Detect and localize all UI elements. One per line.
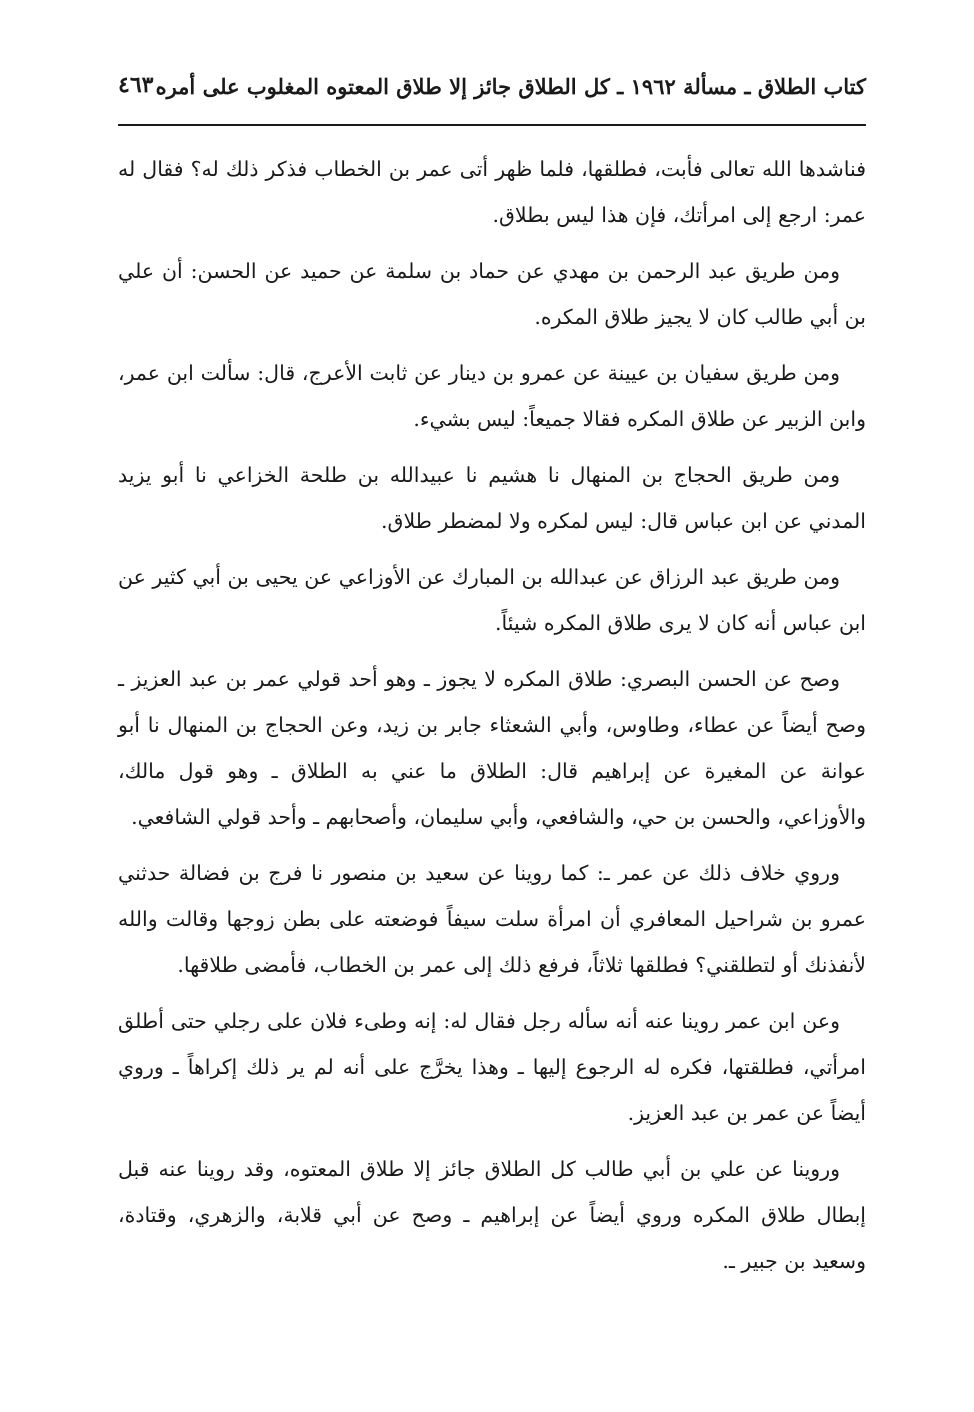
paragraph-3: ومن طريق سفيان بن عيينة عن عمرو بن دينار عن ثابت الأعرج، قال: سألت ابن عمر، وابن الزبير عن طلاق المكره فقالا جميعاً: ليس بشيء. xyxy=(118,361,866,431)
paragraph-2: ومن طريق عبد الرحمن بن مهدي عن حماد بن سلمة عن حميد عن الحسن: أن علي بن أبي طالب كان لا يجيز طلاق المكره. xyxy=(118,259,866,329)
paragraph-4: ومن طريق الحجاج بن المنهال نا هشيم نا عبيدالله بن طلحة الخزاعي نا أبو يزيد المدني عن ابن عباس قال: ليس لمكره ولا لمضطر طلاق. xyxy=(118,463,866,533)
page-header xyxy=(118,68,866,108)
paragraph-6: وصح عن الحسن البصري: طلاق المكره لا يجوز ـ وهو أحد قولي عمر بن عبد العزيز ـ وصح أيضاً عن عطاء، وطاوس، وأبي الشعثاء جابر بن زيد، وعن الحجاج بن المنهال نا أبو عوانة عن المغيرة عن إبراهيم قال: الطلاق ما عني به الطلاق ـ وهو قول مالك، والأوزاعي، والحسن بن حي، والشافعي، وأبي سليمان، وأصحابهم ـ وأحد قولي الشافعي. xyxy=(118,667,866,829)
paragraph-5: ومن طريق عبد الرزاق عن عبدالله بن المبارك عن الأوزاعي عن يحيى بن أبي كثير عن ابن عباس أنه كان لا يرى طلاق المكره شيئاً. xyxy=(118,565,866,635)
page-number: ٤٦٣ xyxy=(118,72,154,98)
header-divider xyxy=(118,124,866,126)
body-text xyxy=(118,146,866,1294)
running-title: كتاب الطلاق ـ مسألة ١٩٦٢ ـ كل الطلاق جائز إلا طلاق المعتوه المغلوب على أمره xyxy=(155,74,866,99)
paragraph-1: فناشدها الله تعالى فأبت، فطلقها، فلما ظهر أتى عمر بن الخطاب فذكر ذلك له؟ فقال له عمر: ارجع إلى امرأتك، فإن هذا ليس بطلاق. xyxy=(118,157,866,227)
paragraph-9: وروينا عن علي بن أبي طالب كل الطلاق جائز إلا طلاق المعتوه، وقد روينا عنه قبل إبطال طلاق المكره وروي أيضاً عن إبراهيم ـ وصح عن أبي قلابة، والزهري، وقتادة، وسعيد بن جبير ـ. xyxy=(118,1157,866,1273)
paragraph-8: وعن ابن عمر روينا عنه أنه سأله رجل فقال له: إنه وطىء فلان على رجلي حتى أطلق امرأتي، فطلقتها، فكره له الرجوع إليها ـ وهذا يخرَّج على أنه لم ير ذلك إكراهاً ـ وروي أيضاً عن عمر بن عبد العزيز. xyxy=(118,1009,866,1125)
paragraph-7: وروي خلاف ذلك عن عمر ـ: كما روينا عن سعيد بن منصور نا فرج بن فضالة حدثني عمرو بن شراحيل المعافري أن امرأة سلت سيفاً فوضعته على بطن زوجها وقالت والله لأنفذنك أو لتطلقني؟ فطلقها ثلاثاً، فرفع ذلك إلى عمر بن الخطاب، فأمضى طلاقها. xyxy=(118,861,866,977)
